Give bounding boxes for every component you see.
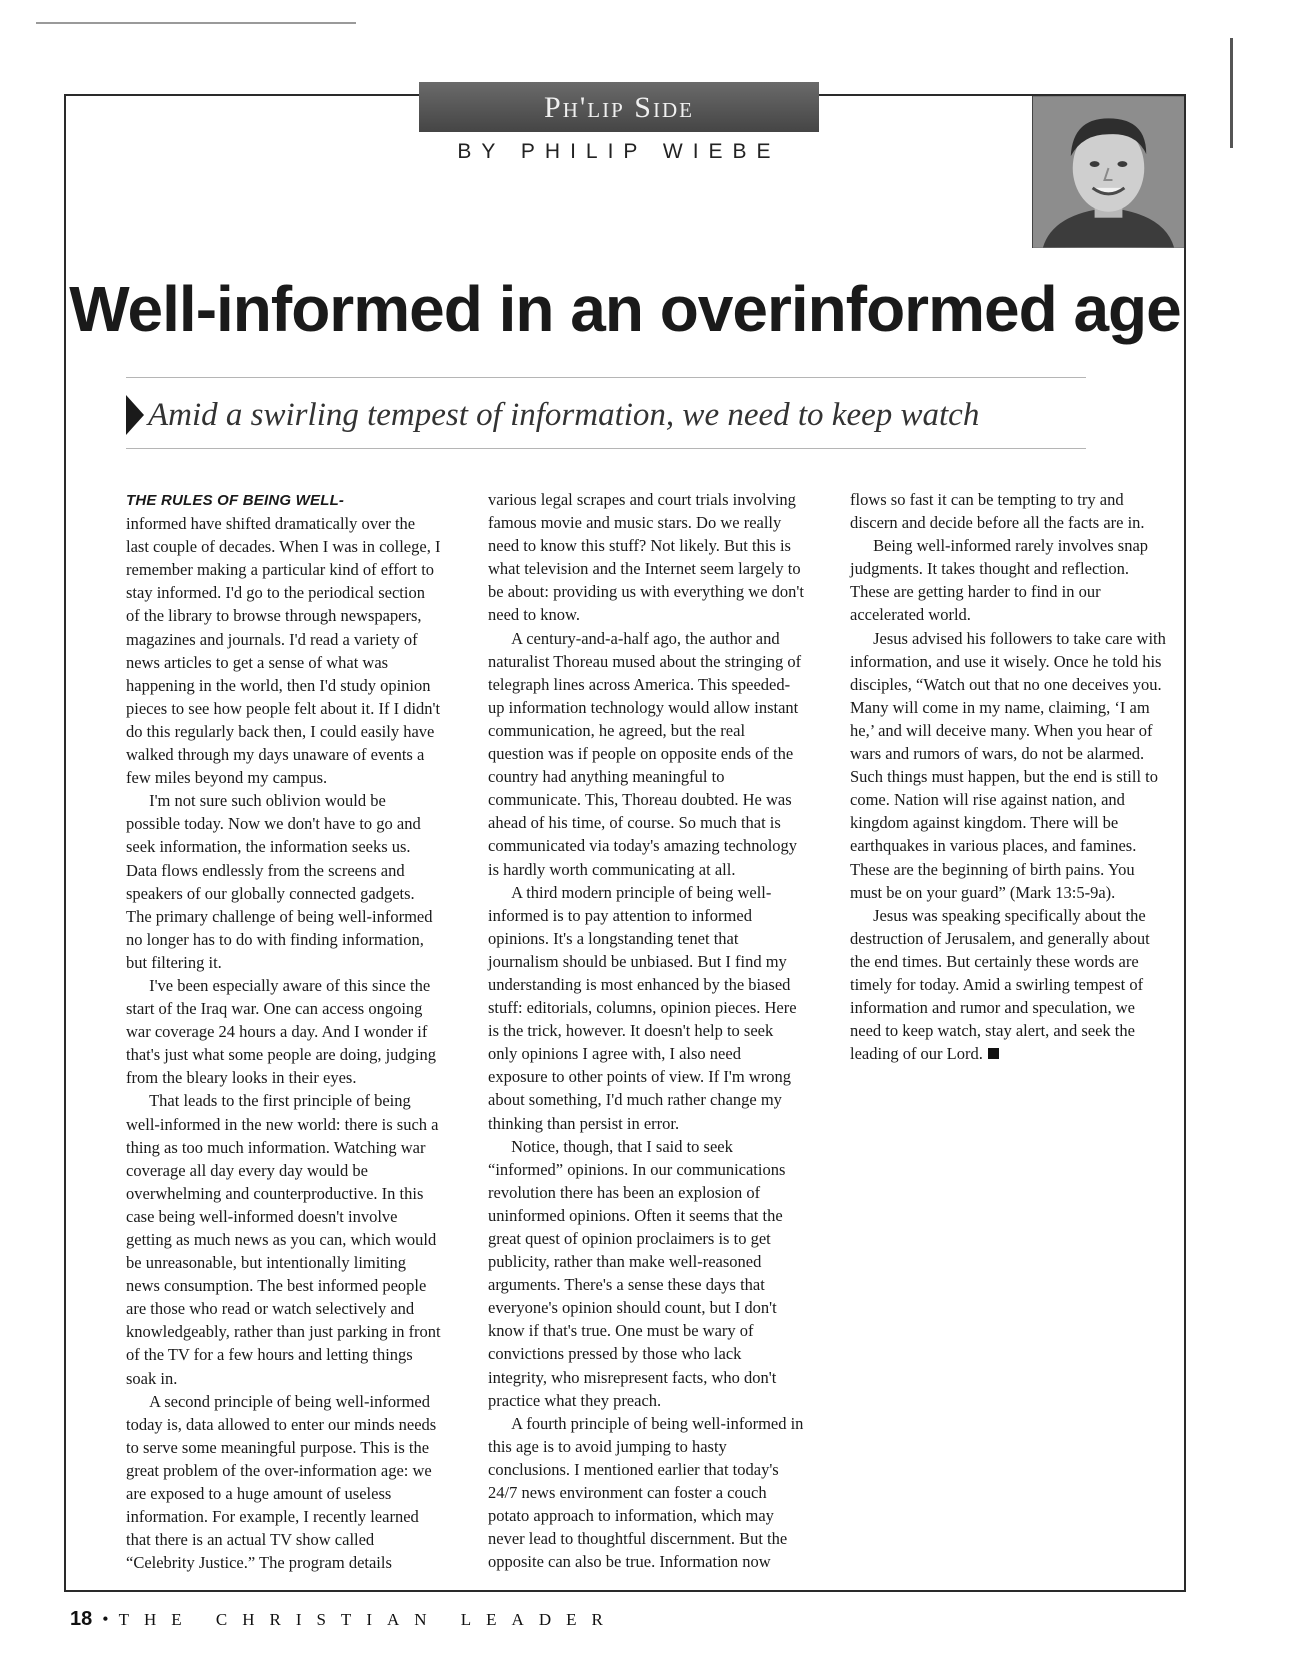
deck bbox=[126, 388, 1086, 442]
end-mark-icon bbox=[988, 1048, 999, 1059]
paragraph: A second principle of being well-informed today is, data allowed to enter our minds needs to serve some meaningful purpose. This is the great problem of the over-information age: we are exposed to a huge amount of useless information. For example, I recently learned that there is an actual TV show called “Celebrity Justice.” The program details various legal scrapes and court trials involving famous movie and music stars. Do we really need to know this stuff? Not likely. But this is what television and the Internet seem largely to be about: providing us with everything we don't need to know. bbox=[126, 490, 804, 1573]
paragraph bbox=[850, 904, 1166, 1066]
author-photo bbox=[1032, 96, 1184, 248]
top-rule bbox=[36, 22, 356, 24]
paragraph-text: Jesus was speaking specifically about the destruction of Jerusalem, and generally about the end times. But certainly these words are timely for today. Amid a swirling tempest of information and rumor and speculation, we need to keep watch, stay alert, and seek the leading of our Lord. bbox=[850, 905, 1150, 1064]
magazine-name: THE CHRISTIAN LEADER bbox=[118, 1610, 618, 1629]
byline: BY PHILIP WIEBE bbox=[457, 140, 781, 163]
column-name-banner: Ph'lip Side bbox=[419, 82, 819, 132]
lead-in: THE RULES OF BEING WELL- bbox=[126, 492, 345, 509]
page-number: 18 bbox=[70, 1608, 93, 1630]
article-body bbox=[126, 488, 1166, 1584]
paragraph: Jesus advised his followers to take care with information, and use it wisely. Once he told his disciples, “Watch out that no one deceives you. Many will come in my name, claiming, ‘I am he,’ and will deceive many. When you hear of wars and rumors of wars, do not be alarmed. Such things must happen, but the end is still to come. Nation will rise against nation, and kingdom against kingdom. There will be earthquakes in various places, and famines. These are the beginning of birth pains. You must be on your guard” (Mark 13:5-9a). bbox=[850, 628, 1166, 902]
paragraph: A third modern principle of being well-informed is to pay attention to informed opinions. It's a longstanding tenet that journalism should be unbiased. But I find my understanding is most enhanced by the biased stuff: editorials, columns, opinion pieces. Here is the trick, however. It doesn't help to seek only opinions I agree with, I also need exposure to other points of view. If I'm wrong about something, I'd much rather change my thinking than persist in error. bbox=[488, 882, 797, 1133]
paragraph bbox=[126, 488, 442, 789]
paragraph: That leads to the first principle of being well-informed in the new world: there is such a thing as too much information. Watching war coverage all day every day would be overwhelming and counterproductive. In this case being well-informed doesn't involve getting as much news as you can, which would be unreasonable, but intentionally limiting news consumption. The best informed people are those who read or watch selectively and knowledgeably, rather than just parking in front of the TV for a few hours and letting things soak in. bbox=[126, 1091, 441, 1388]
deck-rule-top bbox=[126, 377, 1086, 378]
paragraph: A century-and-a-half ago, the author and naturalist Thoreau mused about the stringing of telegraph lines across America. This speeded-up information technology would allow instant communication, he agreed, but the real question was if people on opposite ends of the country had anything meaningful to communicate. This, Thoreau doubted. He was ahead of his time, of course. So much that is communicated via today's amazing technology is hardly worth communicating at all. bbox=[488, 628, 802, 879]
deck-rule-bottom bbox=[126, 448, 1086, 449]
paragraph: Notice, though, that I said to seek “informed” opinions. In our communications revolution there has been an explosion of uninformed opinions. Often it seems that the great quest of opinion proclaimers is to get publicity, rather than make well-reasoned arguments. There's a sense these days that everyone's opinion should count, but I don't know if that's true. One must be wary of convictions pressed by those who lack integrity, who misrepresent facts, who don't practice what they preach. bbox=[488, 1136, 786, 1410]
page-footer bbox=[70, 1608, 618, 1636]
author-portrait-icon bbox=[1033, 96, 1184, 248]
page-edge-rule bbox=[1230, 38, 1233, 148]
headline: Well-informed in an overinformed age bbox=[69, 273, 1181, 345]
arrow-right-icon bbox=[126, 395, 144, 435]
paragraph-text: informed have shifted dramatically over the last couple of decades. When I was in college, I remember making a particular kind of effort to stay informed. I'd go to the periodical section of the library to browse through newspapers, magazines and journals. I'd read a variety of news articles to get a sense of what was happening in the world, then I'd study opinion pieces to see how people felt about it. If I didn't do this regularly back then, I could easily have walked through my days unaware of events a few miles beyond my campus. bbox=[126, 514, 441, 788]
paragraph: I'm not sure such oblivion would be possible today. Now we don't have to go and seek information, the information seeks us. Data flows endlessly from the screens and speakers of our globally connected gadgets. The primary challenge of being well-informed no longer has to do with finding information, but filtering it. bbox=[126, 791, 433, 972]
paragraph: I've been especially aware of this since the start of the Iraq war. One can access ongoing war coverage 24 hours a day. And I wonder if that's just what some people are doing, judging from the bleary looks in their eyes. bbox=[126, 975, 437, 1088]
bullet-separator: • bbox=[102, 1609, 109, 1629]
paragraph: Being well-informed rarely involves snap judgments. It takes thought and reflection. These are getting harder to find in our accelerated world. bbox=[850, 536, 1149, 625]
paragraph: A fourth principle of being well-informed in this age is to avoid jumping to hasty conclusions. I mentioned earlier that today's 24/7 news environment can foster a couch potato approach to information, which may never lead to thoughtful discernment. But the opposite can also be true. Information now flows so fast it can be tempting to try and discern and decide before all the facts are in. bbox=[488, 490, 1145, 1572]
deck-text: Amid a swirling tempest of information, we need to keep watch bbox=[148, 396, 980, 433]
